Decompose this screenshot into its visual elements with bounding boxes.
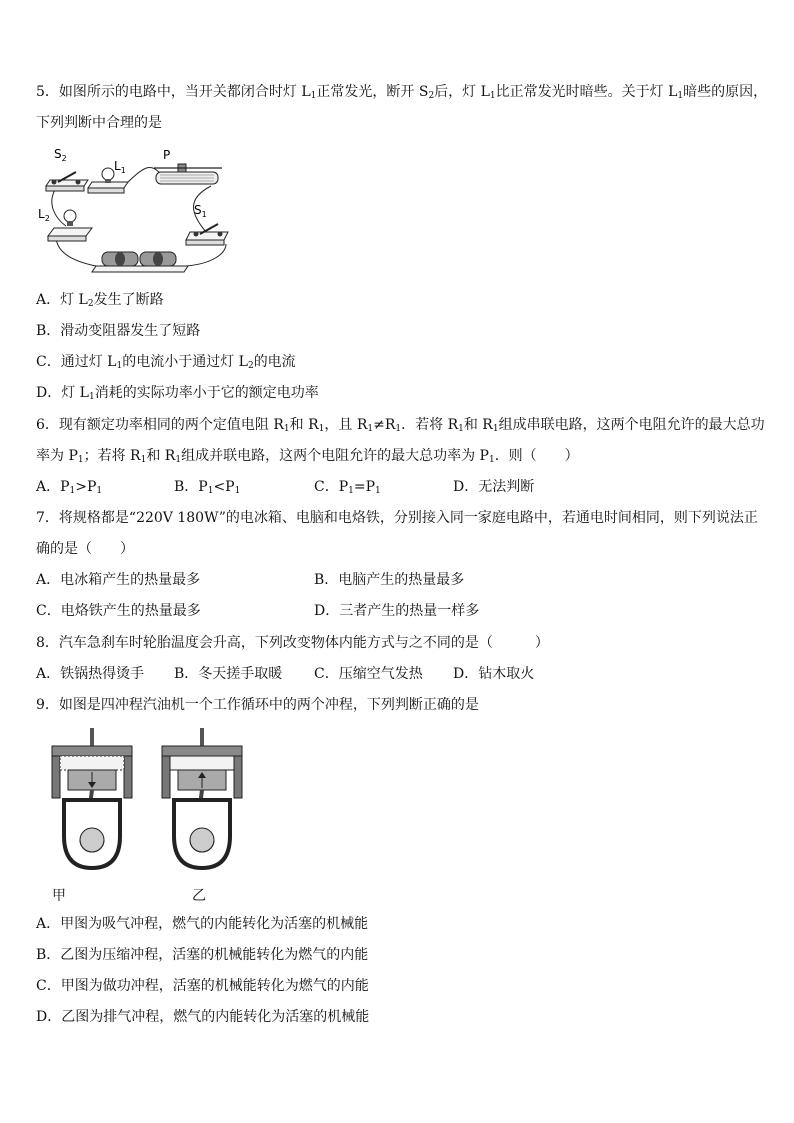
caption-yi: 乙	[192, 888, 206, 904]
q9-option-d: D．乙图为排气冲程，燃气的内能转化为活塞的机械能	[36, 1009, 370, 1025]
q6-option-b: B．$P_1<P_1$	[174, 479, 241, 496]
q6-stem-line2: 率为 $P_1$；若将 $R_1$和 $R_1$组成并联电路，这两个电阻允许的最大总功率为 $P_1$．则（ ）	[36, 448, 579, 465]
label-s2: $S_2$	[54, 147, 67, 163]
label-p: P	[163, 148, 171, 162]
q8-option-b: B．冬天搓手取暖	[174, 666, 283, 682]
rheostat-p	[154, 164, 222, 184]
q6-option-a: A．$P_1>P_1$	[36, 479, 103, 496]
q7-option-a: A．电冰箱产生的热量最多	[36, 572, 201, 588]
q5-option-a: A．灯 $L_2$发生了断路	[36, 292, 164, 309]
q9-option-b: B．乙图为压缩冲程，活塞的机械能转化为燃气的内能	[36, 947, 369, 963]
q5-circuit-figure	[36, 144, 246, 278]
q7-option-c: C．电烙铁产生的热量最多	[36, 603, 201, 619]
q7-option-d: D．三者产生的热量一样多	[314, 603, 480, 619]
q5-option-d: D．灯 $L_1$消耗的实际功率小于它的额定电功率	[36, 385, 319, 402]
q9-stem: 9．如图是四冲程汽油机一个工作循环中的两个冲程，下列判断正确的是	[36, 697, 479, 713]
engine-yi	[162, 728, 242, 868]
q7-stem-line1: 7．将规格都是“220V 180W”的电冰箱、电脑和电烙铁，分别接入同一家庭电路中，若通电时间相同，则下列说法正	[36, 510, 758, 526]
q5-stem-line1: 5．如图所示的电路中，当开关都闭合时灯 $L_1$正常发光，断开 $S_2$后，灯 $L_1$比正常发光时暗些。关于灯 $L_1$暗些的原因，	[36, 84, 768, 101]
q6-option-c: C．$P_1=P_1$	[314, 479, 381, 496]
label-s1: $S_1$	[194, 203, 207, 219]
q5-option-c: C．通过灯 $L_1$的电流小于通过灯 $L_2$的电流	[36, 354, 296, 371]
switch-s2	[46, 172, 88, 191]
q8-option-a: A．铁锅热得烫手	[36, 666, 145, 682]
lamp-l2	[48, 210, 92, 241]
q6-stem-line1: 6．现有额定功率相同的两个定值电阻 $R_1$和 $R_1$，且 $R_1\ne R_1$．若将 $R_1$和 $R_1$组成串联电路，这两个电阻允许的最大总功	[36, 417, 765, 434]
q6-option-d: D．无法判断	[453, 479, 535, 495]
label-l2: $L_2$	[38, 207, 50, 223]
q7-stem-line2: 确的是（ ）	[36, 541, 134, 557]
caption-jia: 甲	[52, 888, 66, 904]
switch-s1	[186, 224, 228, 245]
q8-option-d: D．钻木取火	[453, 666, 535, 682]
q9-option-a: A．甲图为吸气冲程，燃气的内能转化为活塞的机械能	[36, 916, 369, 932]
label-l1: $L_1$	[114, 159, 126, 175]
q8-stem: 8．汽车急刹车时轮胎温度会升高，下列改变物体内能方式与之不同的是（ ）	[36, 635, 549, 651]
battery-pack	[92, 252, 188, 272]
q9-option-c: C．甲图为做功冲程，活塞的机械能转化为燃气的内能	[36, 978, 369, 994]
q8-option-c: C．压缩空气发热	[314, 666, 423, 682]
q5-stem-line2: 下列判断中合理的是	[36, 115, 162, 131]
q9-engine-figure	[50, 728, 250, 878]
q7-option-b: B．电脑产生的热量最多	[314, 572, 465, 588]
q5-option-b: B．滑动变阻器发生了短路	[36, 323, 201, 339]
engine-jia	[52, 728, 132, 868]
